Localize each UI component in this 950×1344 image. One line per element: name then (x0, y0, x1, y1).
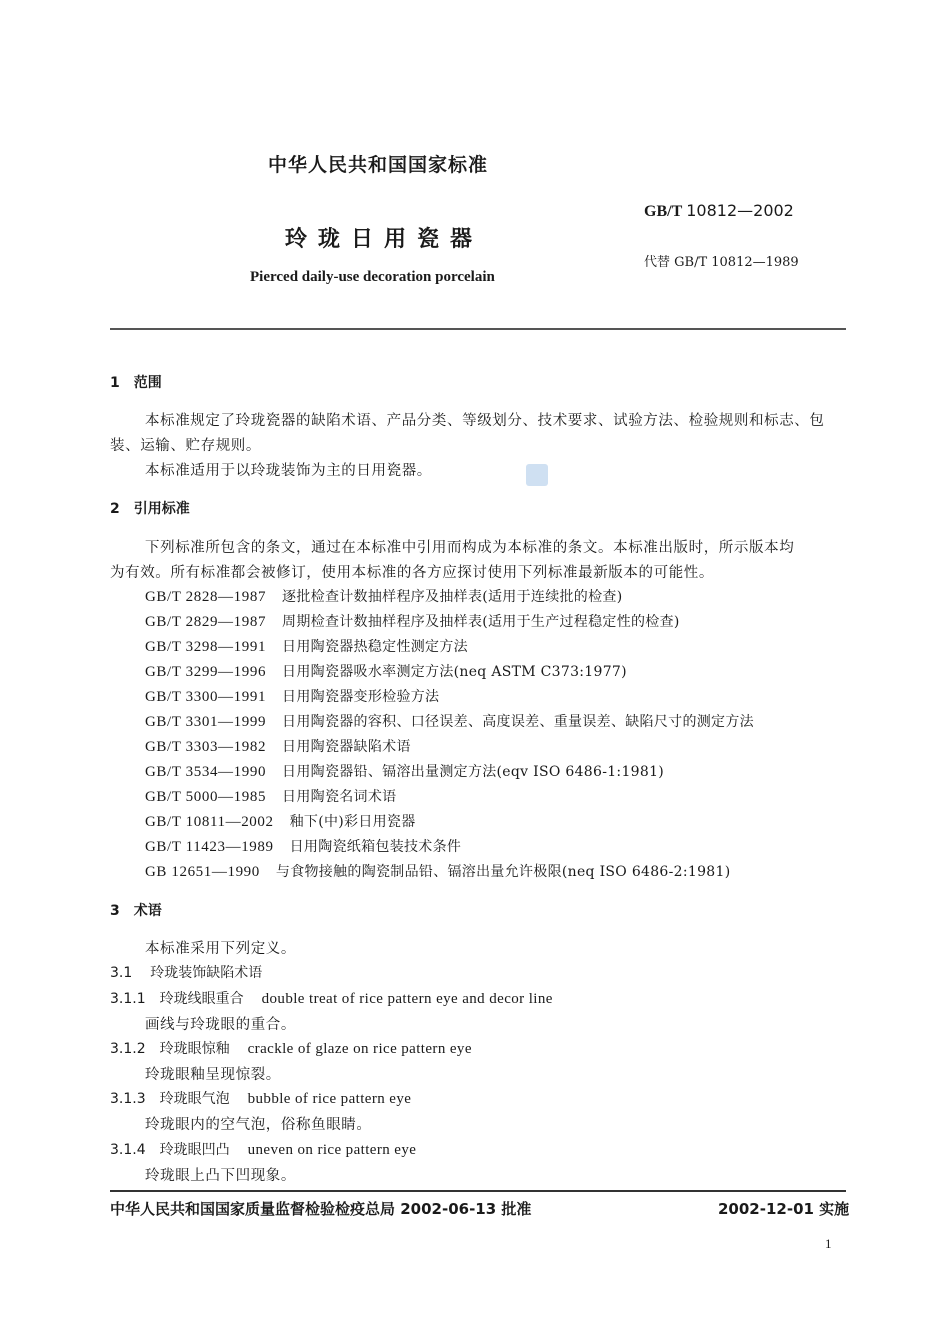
reference-code: GB/T 3301—1999 (145, 714, 267, 730)
reference-title: 日用陶瓷器变形检验方法 (282, 689, 440, 705)
reference-item (145, 661, 627, 681)
footer-divider (110, 1190, 846, 1192)
approval-line: 中华人民共和国国家质量监督检验检疫总局 2002-06-13 批准 (110, 1200, 532, 1218)
reference-code: GB/T 2829—1987 (145, 614, 267, 630)
reference-item (145, 611, 680, 631)
reference-title: 与食物接触的陶瓷制品铅、镉溶出量允许极限(neq ISO 6486-2:1981) (275, 864, 731, 880)
section-3-intro: 本标准采用下列定义。 (145, 941, 296, 957)
reference-item (145, 761, 664, 781)
term-cn: 玲珑眼凹凸 (159, 1142, 230, 1158)
term-en: uneven on rice pattern eye (247, 1142, 417, 1158)
reference-title: 日用陶瓷器铅、镉溶出量测定方法(eqv ISO 6486-1:1981) (282, 764, 665, 780)
term-en: crackle of glaze on rice pattern eye (247, 1041, 472, 1057)
term-definition: 玲珑眼釉呈现惊裂。 (145, 1067, 281, 1083)
implementation-date: 2002-12-01 实施 (718, 1200, 850, 1218)
reference-title: 日用陶瓷名词术语 (282, 789, 397, 805)
reference-title: 日用陶瓷器缺陷术语 (282, 739, 411, 755)
reference-item (145, 686, 439, 706)
reference-item (145, 811, 416, 831)
reference-code: GB/T 2828—1987 (145, 589, 267, 605)
term-entry (110, 1088, 411, 1108)
reference-title: 日用陶瓷器吸水率测定方法(neq ASTM C373:1977) (282, 664, 627, 680)
term-entry (110, 1038, 472, 1058)
standard-prefix: GB/T (644, 203, 683, 220)
reference-title: 日用陶瓷器的容积、口径误差、高度误差、重量误差、缺陷尺寸的测定方法 (282, 714, 754, 730)
document-title-english: Pierced daily-use decoration porcelain (250, 269, 495, 285)
reference-item (145, 861, 731, 881)
term-number: 3.1.1 (110, 991, 146, 1007)
reference-item (145, 786, 396, 806)
reference-code: GB/T 3299—1996 (145, 664, 267, 680)
term-entry (110, 988, 553, 1008)
term-en: bubble of rice pattern eye (247, 1091, 412, 1107)
term-number: 3.1.3 (110, 1091, 146, 1107)
reference-item (145, 586, 622, 606)
section-1-para-line-2: 装、运输、贮存规则。 (110, 438, 261, 454)
reference-title: 逐批检查计数抽样程序及抽样表(适用于连续批的检查) (282, 589, 623, 605)
reference-code: GB 12651—1990 (145, 864, 260, 880)
reference-item (145, 711, 754, 731)
term-definition: 玲珑眼上凸下凹现象。 (145, 1168, 296, 1184)
term-cn: 玲珑线眼重合 (159, 991, 244, 1007)
section-1-scope: 本标准适用于以玲珑装饰为主的日用瓷器。 (145, 463, 432, 479)
subsection-number: 3.1 (110, 965, 133, 981)
reference-title: 周期检查计数抽样程序及抽样表(适用于生产过程稳定性的检查) (282, 614, 680, 630)
standard-number (644, 201, 794, 221)
term-en: double treat of rice pattern eye and decor line (261, 991, 553, 1007)
section-1-para-line-1: 本标准规定了玲珑瓷器的缺陷术语、产品分类、等级划分、技术要求、试验方法、检验规则和标志、包 (145, 413, 825, 429)
reference-code: GB/T 3298—1991 (145, 639, 267, 655)
watermark-stamp (526, 464, 548, 486)
section-1-heading: 1 范围 (110, 375, 162, 391)
page-number: 1 (825, 1236, 832, 1251)
section-2-heading: 2 引用标准 (110, 501, 190, 517)
term-entry (110, 1139, 416, 1159)
national-standard-title: 中华人民共和国国家标准 (268, 154, 489, 176)
reference-code: GB/T 3303—1982 (145, 739, 267, 755)
reference-code: GB/T 11423—1989 (145, 839, 274, 855)
term-number: 3.1.2 (110, 1041, 146, 1057)
subsection-title: 玲珑装饰缺陷术语 (150, 965, 263, 981)
term-cn: 玲珑眼惊釉 (159, 1041, 230, 1057)
section-3-heading: 3 术语 (110, 903, 162, 919)
subsection-3-1 (110, 962, 262, 982)
reference-item (145, 736, 411, 756)
header-divider (110, 328, 846, 330)
reference-item (145, 836, 461, 856)
section-2-intro-line-2: 为有效。所有标准都会被修订，使用本标准的各方应探讨使用下列标准最新版本的可能性。 (110, 565, 714, 581)
standard-code: 10812—2002 (686, 201, 794, 220)
reference-item (145, 636, 468, 656)
term-number: 3.1.4 (110, 1142, 146, 1158)
reference-title: 日用陶瓷器热稳定性测定方法 (282, 639, 468, 655)
term-definition: 画线与玲珑眼的重合。 (145, 1017, 296, 1033)
reference-code: GB/T 10811—2002 (145, 814, 274, 830)
document-title: 玲珑日用瓷器 (285, 227, 484, 252)
reference-code: GB/T 3300—1991 (145, 689, 267, 705)
reference-code: GB/T 3534—1990 (145, 764, 267, 780)
reference-code: GB/T 5000—1985 (145, 789, 267, 805)
reference-title: 日用陶瓷纸箱包装技术条件 (289, 839, 462, 855)
replaces-note: 代替 GB/T 10812—1989 (644, 255, 799, 270)
term-cn: 玲珑眼气泡 (159, 1091, 230, 1107)
term-definition: 玲珑眼内的空气泡，俗称鱼眼睛。 (145, 1117, 372, 1133)
section-2-intro-line-1: 下列标准所包含的条文，通过在本标准中引用而构成为本标准的条文。本标准出版时，所示版本均 (145, 540, 795, 556)
reference-title: 釉下(中)彩日用瓷器 (289, 814, 416, 830)
